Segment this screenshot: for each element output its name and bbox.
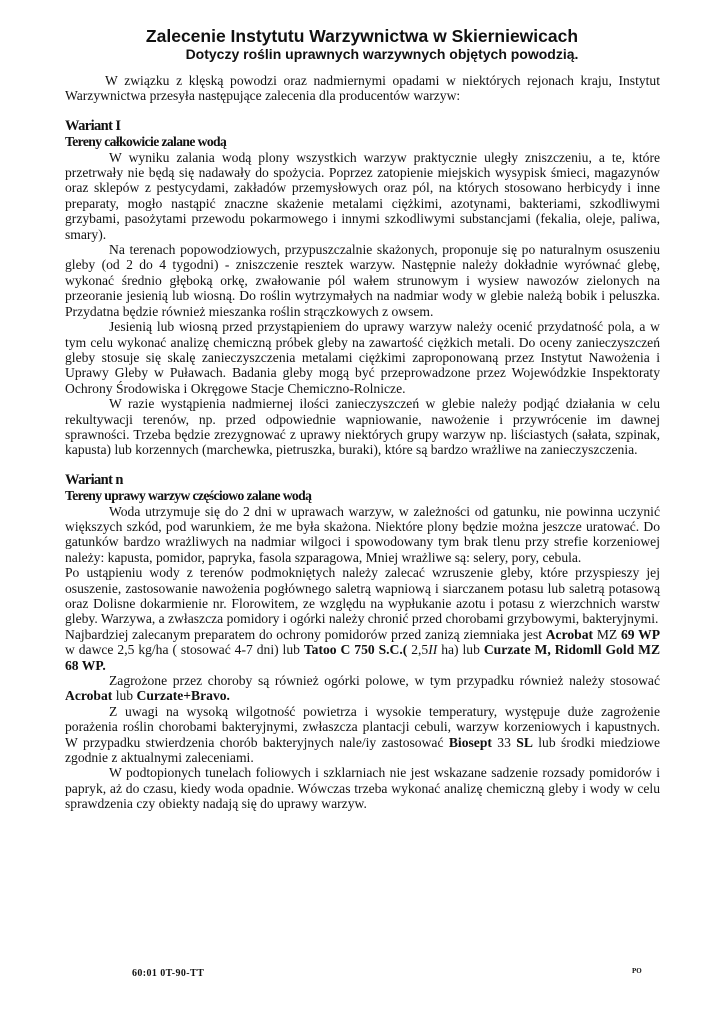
footer-mark: PO xyxy=(632,967,642,975)
product-name: Acrobat xyxy=(545,626,594,642)
wariant-2-paragraph-6: W podtopionych tunelach foliowych i szklarniach nie jest wskazane sadzenie rozsady pomidorów i papryk, aż do czasu, kiedy woda opadnie. Wówczas trzeba wykonać analizę chemiczną gleby i wody w celu sprawdzenia czy obiekty nadają się do uprawy warzyw. xyxy=(65,765,660,812)
page-title: Zalecenie Instytutu Warzywnictwa w Skierniewicach xyxy=(145,26,579,46)
product-name: Curzate M, Ridomll Gold MZ 68 WP. xyxy=(65,642,661,673)
intro-paragraph: W związku z klęską powodzi oraz nadmiernymi opadami w niektórych rejonach kraju, Instytut Warzywnictwa przesyła następujące zalecenia dla producentów warzyw: xyxy=(65,73,660,104)
wariant-1-paragraph-2: Na terenach popowodziowych, przypuszczalnie skażonych, proponuje się po naturalnym osuszeniu gleby (od 2 do 4 tygodni) - zniszczenie resztek warzyw. Następnie należy dokładnie wyrównać glebę, wykonać średnio głęboką orkę, zwałowanie pól wałem strunowym i wysiew nawozów zielonych na przeoranie jesienią lub wiosną. Do roślin wytrzymałych na nadmiar wody w glebie należą bobik i peluszka. Przydatna będzie również mieszanka roślin strączkowych z owsem. xyxy=(65,242,660,319)
product-name: SL xyxy=(516,734,533,750)
section-subheading-wariant-1: Tereny całkowicie zalane wodą xyxy=(65,134,227,150)
footer-code: 60:01 0T-90-TT xyxy=(132,968,205,979)
section-heading-wariant-2: Wariant n xyxy=(65,471,123,488)
product-name: 69 WP xyxy=(620,626,660,642)
section-heading-wariant-1: Wariant I xyxy=(65,117,121,134)
product-name: Biosept xyxy=(448,734,492,750)
wariant-1-paragraph-1: W wyniku zalania wodą plony wszystkich warzyw praktycznie uległy zniszczeniu, a te, które przetrwały nie będą się nadawały do spożycia. Poprzez zatopienie miejskich wysypisk śmieci, magazynów oraz sklepów z pestycydami, zakładów przemysłowych oraz pól, na których stosowano herbicydy i inne preparaty, mogło nastąpić znaczne skażenie metalami ciężkimi, azotynami, bakteriami, szkodliwymi grzybami, pasożytami przewodu pokarmowego i innymi szkodliwymi substancjami (fekalia, oleje, paliwa, smary). xyxy=(65,149,660,242)
document-body xyxy=(65,73,660,812)
wariant-2-paragraph-2: Po ustąpieniu wody z terenów podmokniętych należy zalecać wzruszenie gleby, które przyspieszy jej osuszenie, zastosowanie nawożenia pogłównego saletrą wapniową i siarczanem potasu lub saletrą potasową oraz Dolisne dokarmienie nr. Florowitem, ze względu na wypłukanie azotu i potasu z wierzchnich warstw gleby. Warzywa, a zwłaszcza pomidory i ogórki należy chronić przed chorobami grzybowymi, bakteryjnymi. xyxy=(65,565,660,627)
wariant-2-paragraph-1: Woda utrzymuje się do 2 dni w uprawach warzyw, w zależności od gatunku, nie powinna uczynić większych szkód, pod warunkiem, że me była skażona. Niektóre plony będzie można jeszcze uratować. Do gatunków bardzo wrażliwych na nadmiar wilgoci i spowodowany tym brak tlenu przy strefie korzeniowej należy: kapusta, pomidor, papryka, fasola szparagowa, Mniej wrażliwe są: selery, pory, cebula. xyxy=(65,503,660,565)
product-name: Acrobat xyxy=(65,688,113,704)
wariant-1-paragraph-3: Jesienią lub wiosną przed przystąpieniem do uprawy warzyw należy ocenić przydatność pola, a w tym celu wykonać analizę chemiczną próbek gleby na zawartość ciężkich metali. Do oceny zanieczyszczeń gleby stosuje się skalę zanieczyszczenia metalami ciężkimi zaproponowaną przez Instytut Nawożenia i Uprawy Gleby w Puławach. Badania gleby mogą być przeprowadzone przez Wojewódzkie Inspektoraty Ochrony Środowiska i Okręgowe Stacje Chemiczno-Rolnicze. xyxy=(65,319,660,396)
product-name: Curzate+Bravo. xyxy=(136,688,230,704)
wariant-2-paragraph-4: Zagrożone przez choroby są również ogórki polowe, w tym przypadku również należy stosować Acrobat lub Curzate+Bravo. xyxy=(65,673,660,704)
wariant-2-paragraph-5: Z uwagi na wysoką wilgotność powietrza i wysokie temperatury, występuje duże zagrożenie porażenia roślin chorobami bakteryjnymi, zwłaszcza plantacji cebuli, warzyw korzeniowych i kapustnych. W przypadku stwierdzenia chorób bakteryjnych nale/iy zastosować Biosept 33 SL lub środki miedziowe zgodnie z aktualnymi zaleceniami. xyxy=(65,703,661,766)
wariant-1-paragraph-4: W razie wystąpienia nadmiernej ilości zanieczyszczeń w glebie należy podjąć działania w celu rekultywacji terenów, np. przed odpowiednie wapniowanie, nawożenie i przywrócenie im dawnej sprawności. Trzeba będzie zrezygnować z uprawy niektórych grupy warzyw np. liściastych (sałata, szpinak, kapusta) lub korzennych (marchewka, pietruszka, buraki), które są bardzo wrażliwe na zanieczyszczenia. xyxy=(65,396,660,458)
product-name: Tatoo C 750 S.C.( xyxy=(303,642,408,658)
section-subheading-wariant-2: Tereny uprawy warzyw częściowo zalane wodą xyxy=(65,488,312,504)
page-subtitle: Dotyczy roślin uprawnych warzywnych objętych powodzią. xyxy=(185,46,579,62)
wariant-2-paragraph-3: Najbardziej zalecanym preparatem do ochrony pomidorów przed zanizą ziemniaka jest Acrobat MZ 69 WP w dawce 2,5 kg/ha ( stosować 4-7 dni) lub Tatoo C 750 S.C.( 2,5II ha) lub Curzate M, Ridomll Gold MZ 68 WP. xyxy=(65,626,661,673)
